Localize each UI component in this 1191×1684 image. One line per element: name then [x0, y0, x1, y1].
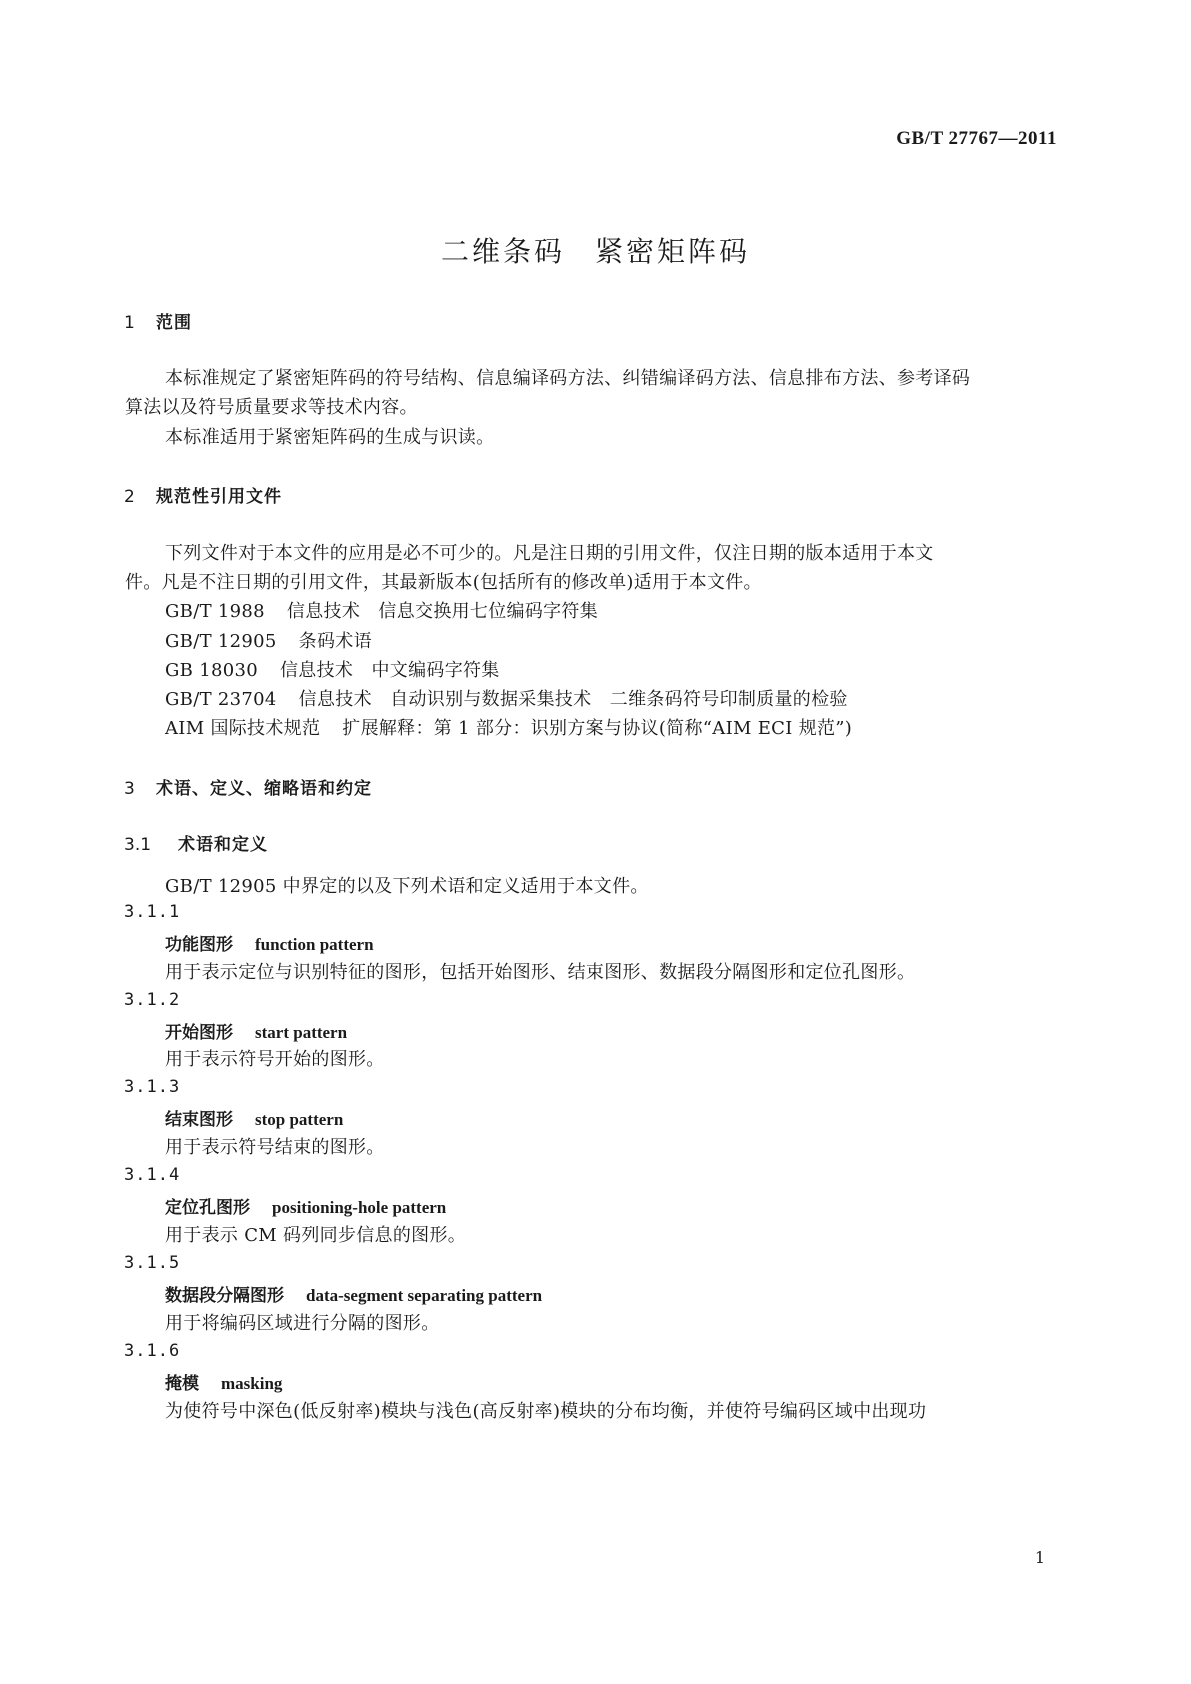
- term-definition: 用于表示 CM 码列同步信息的图形。: [165, 1225, 467, 1246]
- section-heading-3: [124, 774, 372, 799]
- term-zh: 功能图形: [165, 935, 233, 955]
- section-title: 规范性引用文件: [156, 487, 282, 507]
- standard-number: GB/T 27767—2011: [896, 128, 1057, 149]
- section-number: 3.1: [124, 835, 152, 855]
- reference-title: 信息技术 中文编码字符集: [280, 660, 500, 681]
- term-en: positioning-hole pattern: [272, 1198, 447, 1217]
- term-zh: 定位孔图形: [165, 1198, 250, 1218]
- section-heading-2: [124, 482, 282, 507]
- reference-title: 信息技术 自动识别与数据采集技术 二维条码符号印制质量的检验: [298, 689, 848, 710]
- term-title: [165, 1105, 343, 1130]
- term-number: 3.1.5: [124, 1253, 181, 1273]
- reference-code: GB/T 12905: [165, 631, 277, 652]
- term-zh: 开始图形: [165, 1023, 233, 1043]
- section-number: 2: [124, 487, 135, 507]
- term-zh: 数据段分隔图形: [165, 1286, 284, 1306]
- section-heading-3-1: [124, 830, 268, 855]
- term-title: [165, 1193, 446, 1218]
- term-definition: 用于将编码区域进行分隔的图形。: [165, 1313, 440, 1334]
- normative-reference: [165, 597, 598, 623]
- section-title: 术语、定义、缩略语和约定: [156, 779, 372, 799]
- reference-code: GB/T 23704: [165, 689, 277, 710]
- term-en: stop pattern: [255, 1110, 344, 1129]
- term-number: 3.1.4: [124, 1165, 181, 1185]
- term-definition: 用于表示定位与识别特征的图形，包括开始图形、结束图形、数据段分隔图形和定位孔图形。: [165, 962, 916, 983]
- reference-code: AIM 国际技术规范: [165, 718, 321, 739]
- paragraph-line: 本标准规定了紧密矩阵码的符号结构、信息编译码方法、纠错编译码方法、信息排布方法、参考译码: [165, 368, 971, 389]
- paragraph-line: 算法以及符号质量要求等技术内容。: [125, 397, 418, 418]
- reference-title: 条码术语: [298, 631, 372, 652]
- reference-title: 信息技术 信息交换用七位编码字符集: [286, 601, 599, 622]
- term-en: function pattern: [255, 935, 374, 954]
- paragraph-line: 件。凡是不注日期的引用文件，其最新版本(包括所有的修改单)适用于本文件。: [125, 572, 762, 593]
- term-zh: 掩模: [165, 1374, 199, 1394]
- normative-reference: [165, 627, 372, 653]
- paragraph-line: 下列文件对于本文件的应用是必不可少的。凡是注日期的引用文件，仅注日期的版本适用于本文: [165, 543, 934, 564]
- term-definition: 用于表示符号开始的图形。: [165, 1049, 385, 1070]
- term-number: 3.1.2: [124, 990, 181, 1010]
- term-en: start pattern: [255, 1023, 348, 1042]
- term-title: [165, 1018, 347, 1043]
- section-title: 范围: [156, 313, 192, 333]
- term-title: [165, 930, 374, 955]
- normative-reference: [165, 685, 848, 711]
- section-heading-1: [124, 308, 192, 333]
- term-number: 3.1.3: [124, 1077, 181, 1097]
- reference-code: GB/T 1988: [165, 601, 265, 622]
- page-number: 1: [1034, 1548, 1045, 1567]
- term-title: [165, 1281, 542, 1306]
- section-number: 1: [124, 313, 135, 333]
- term-definition: 为使符号中深色(低反射率)模块与浅色(高反射率)模块的分布均衡，并使符号编码区域中出现功: [165, 1401, 927, 1422]
- section-title: 术语和定义: [178, 835, 268, 855]
- term-title: [165, 1369, 282, 1394]
- reference-title: 扩展解释：第 1 部分：识别方案与协议(简称“AIM ECI 规范”): [342, 718, 853, 739]
- paragraph: 本标准适用于紧密矩阵码的生成与识读。: [165, 427, 495, 448]
- term-zh: 结束图形: [165, 1110, 233, 1130]
- term-number: 3.1.1: [124, 902, 181, 922]
- normative-reference: [165, 714, 852, 740]
- term-en: data-segment separating pattern: [306, 1286, 543, 1305]
- term-number: 3.1.6: [124, 1341, 181, 1361]
- reference-code: GB 18030: [165, 660, 258, 681]
- term-en: masking: [221, 1374, 283, 1393]
- normative-reference: [165, 656, 500, 682]
- section-number: 3: [124, 779, 135, 799]
- document-title: 二维条码 紧密矩阵码: [441, 235, 750, 268]
- paragraph: GB/T 12905 中界定的以及下列术语和定义适用于本文件。: [165, 876, 649, 897]
- term-definition: 用于表示符号结束的图形。: [165, 1137, 385, 1158]
